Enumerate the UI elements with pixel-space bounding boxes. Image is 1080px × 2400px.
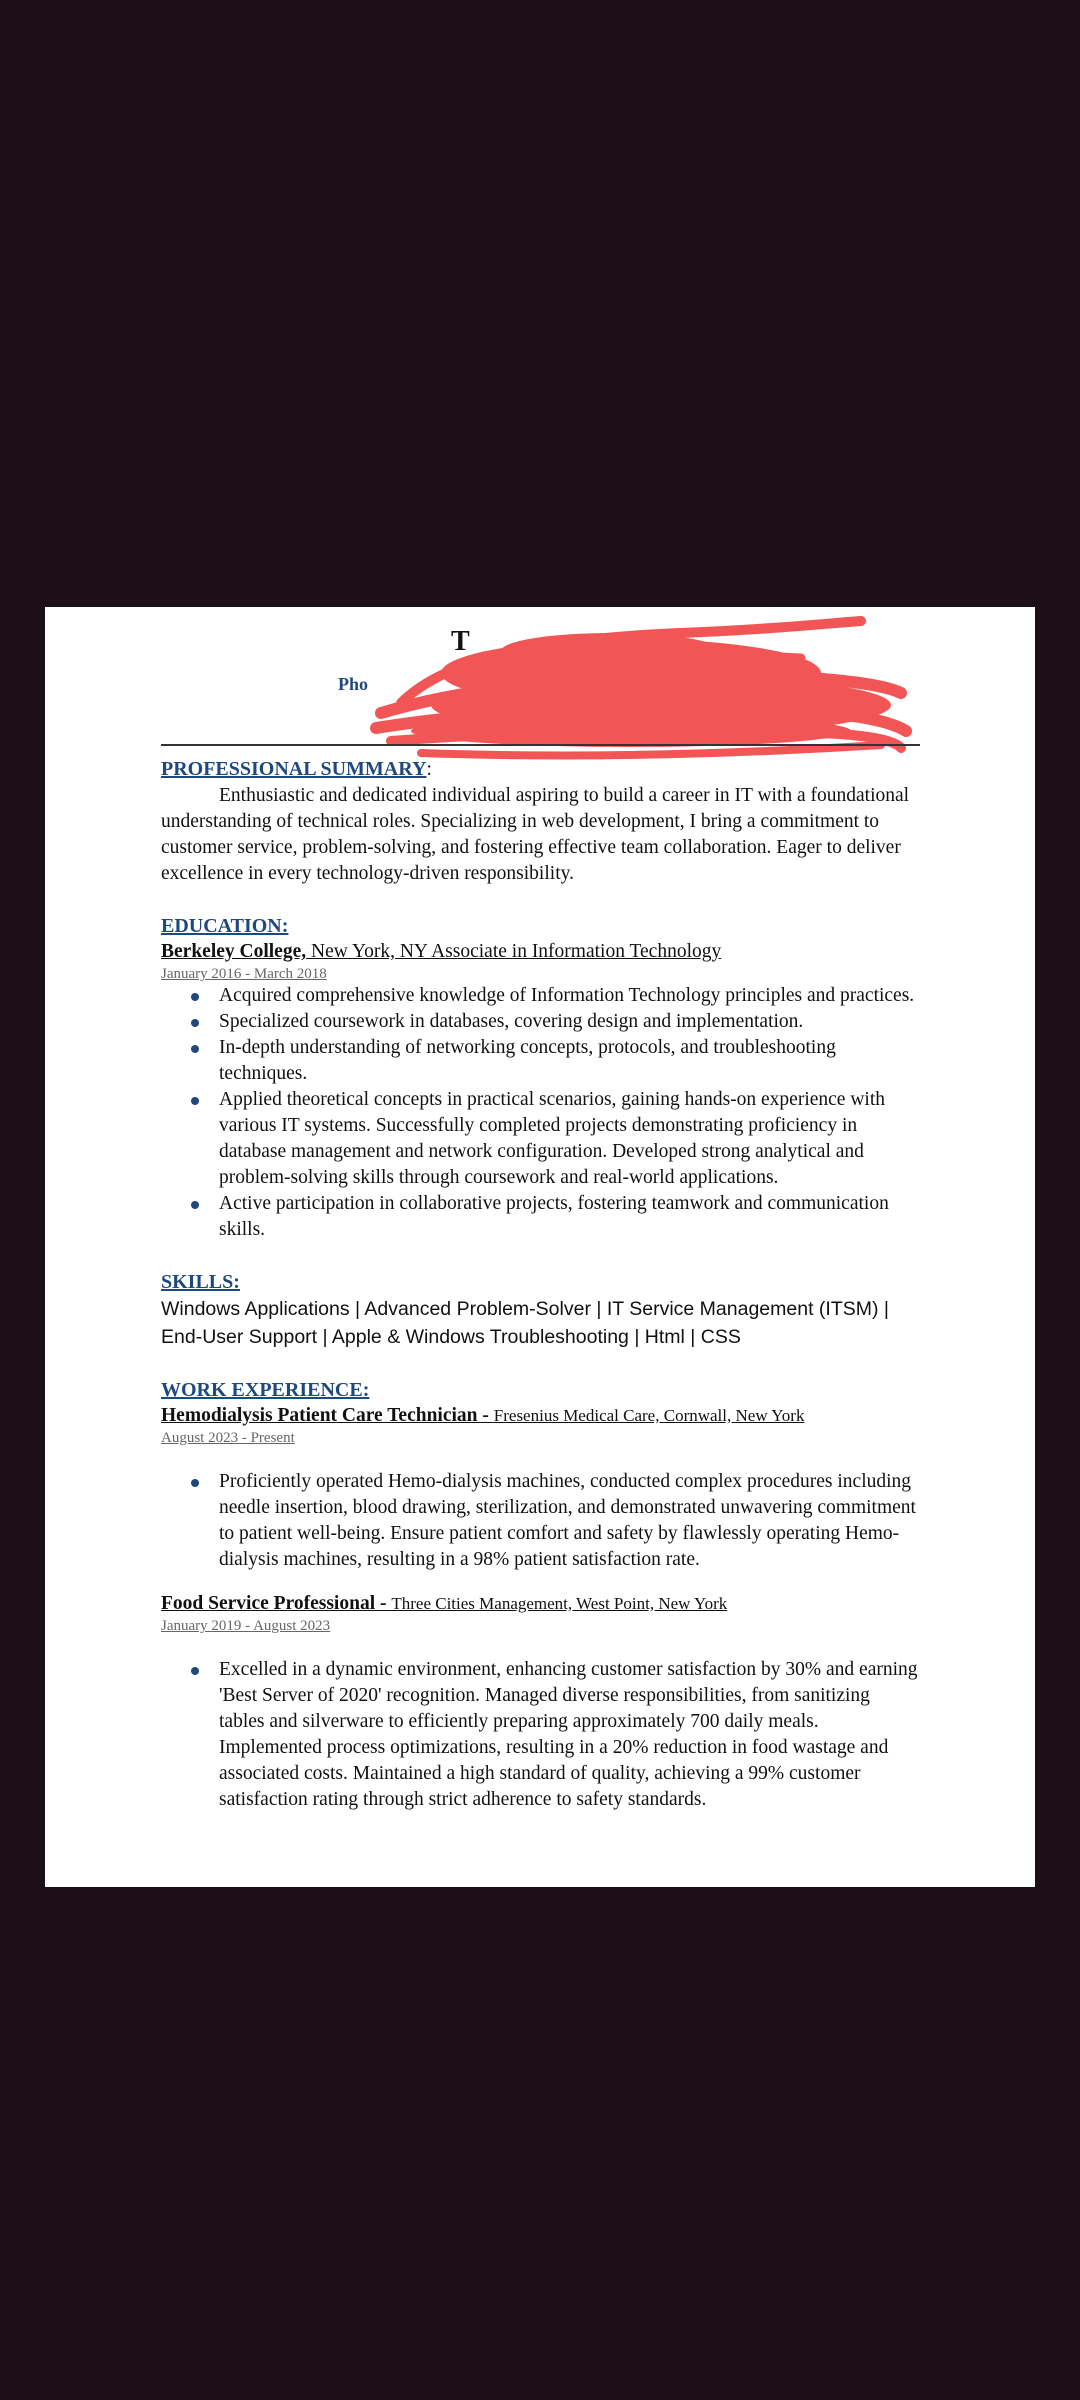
- contact-info-left: Pho: [338, 674, 369, 694]
- resume-header: [161, 607, 918, 747]
- skills-line-2: End-User Support | Apple & Windows Troubleshooting | Html | CSS: [161, 1326, 741, 1348]
- header-divider: [161, 744, 920, 746]
- redaction-scribble: [361, 613, 921, 763]
- skills-line-1: Windows Applications | Advanced Problem-Solver | IT Service Management (ITSM) |: [161, 1298, 889, 1320]
- job-entry-1: [161, 1403, 918, 1429]
- summary-section: [161, 756, 918, 887]
- list-item: Active participation in collaborative projects, fostering teamwork and communication skills.: [219, 1191, 918, 1243]
- summary-heading-colon: :: [426, 759, 432, 780]
- job-bullets-1: [161, 1469, 918, 1573]
- job-bullets-2: [161, 1657, 918, 1813]
- education-heading: EDUCATION:: [161, 915, 289, 937]
- education-date: January 2016 - March 2018: [161, 966, 327, 982]
- school-name: Berkeley College,: [161, 941, 307, 962]
- list-item: Acquired comprehensive knowledge of Information Technology principles and practices.: [219, 983, 918, 1009]
- job-date: August 2023 - Present: [161, 1430, 295, 1446]
- skills-section: [161, 1269, 918, 1351]
- work-section: [161, 1377, 918, 1813]
- summary-paragraph: Enthusiastic and dedicated individual aspiring to build a career in IT with a foundational understanding of technical roles. Specializing in web development, I bring a commitment to customer service, problem-solving, and fostering effective team collaboration. Eager to deliver excellence in every technology-driven responsibility.: [161, 785, 910, 884]
- list-item: In-depth understanding of networking concepts, protocols, and troubleshooting techniques.: [219, 1035, 918, 1087]
- summary-heading: PROFESSIONAL SUMMARY: [161, 758, 427, 780]
- resume-document: [45, 607, 1035, 1887]
- list-item: Applied theoretical concepts in practical scenarios, gaining hands-on experience with various IT systems. Successfully completed projects demonstrating proficiency in database management and network configuration. Developed strong analytical and problem-solving skills through coursework and real-world applications.: [219, 1087, 918, 1191]
- education-bullets: [161, 983, 918, 1243]
- education-entry: [161, 939, 918, 965]
- work-heading: WORK EXPERIENCE:: [161, 1379, 370, 1401]
- job-company: Three Cities Management, West Point, New York: [391, 1594, 728, 1613]
- list-item: Specialized coursework in databases, covering design and implementation.: [219, 1009, 918, 1035]
- job-company: Fresenius Medical Care, Cornwall, New York: [493, 1406, 805, 1425]
- degree-details: New York, NY Associate in Information Technology: [306, 941, 722, 962]
- job-date: January 2019 - August 2023: [161, 1618, 331, 1634]
- education-section: [161, 913, 918, 1243]
- list-item: Excelled in a dynamic environment, enhancing customer satisfaction by 30% and earning 'Best Server of 2020' recognition. Managed diverse responsibilities, from sanitizing tables and silverware to efficiently preparing approximately 700 daily meals. Implemented process optimizations, resulting in a 20% reduction in food wastage and associated costs. Maintained a high standard of quality, achieving a 99% customer satisfaction rating through strict adherence to safety standards.: [219, 1657, 918, 1813]
- job-role: Food Service Professional -: [161, 1593, 392, 1614]
- list-item: Proficiently operated Hemo-dialysis machines, conducted complex procedures including needle insertion, blood drawing, sterilization, and demonstrated unwavering commitment to patient well-being. Ensure patient comfort and safety by flawlessly operating Hemo-dialysis machines, resulting in a 98% patient satisfaction rate.: [219, 1469, 918, 1573]
- skills-heading: SKILLS:: [161, 1271, 240, 1293]
- candidate-name: T: [451, 626, 470, 657]
- job-role: Hemodialysis Patient Care Technician -: [161, 1405, 494, 1426]
- job-entry-2: [161, 1591, 918, 1617]
